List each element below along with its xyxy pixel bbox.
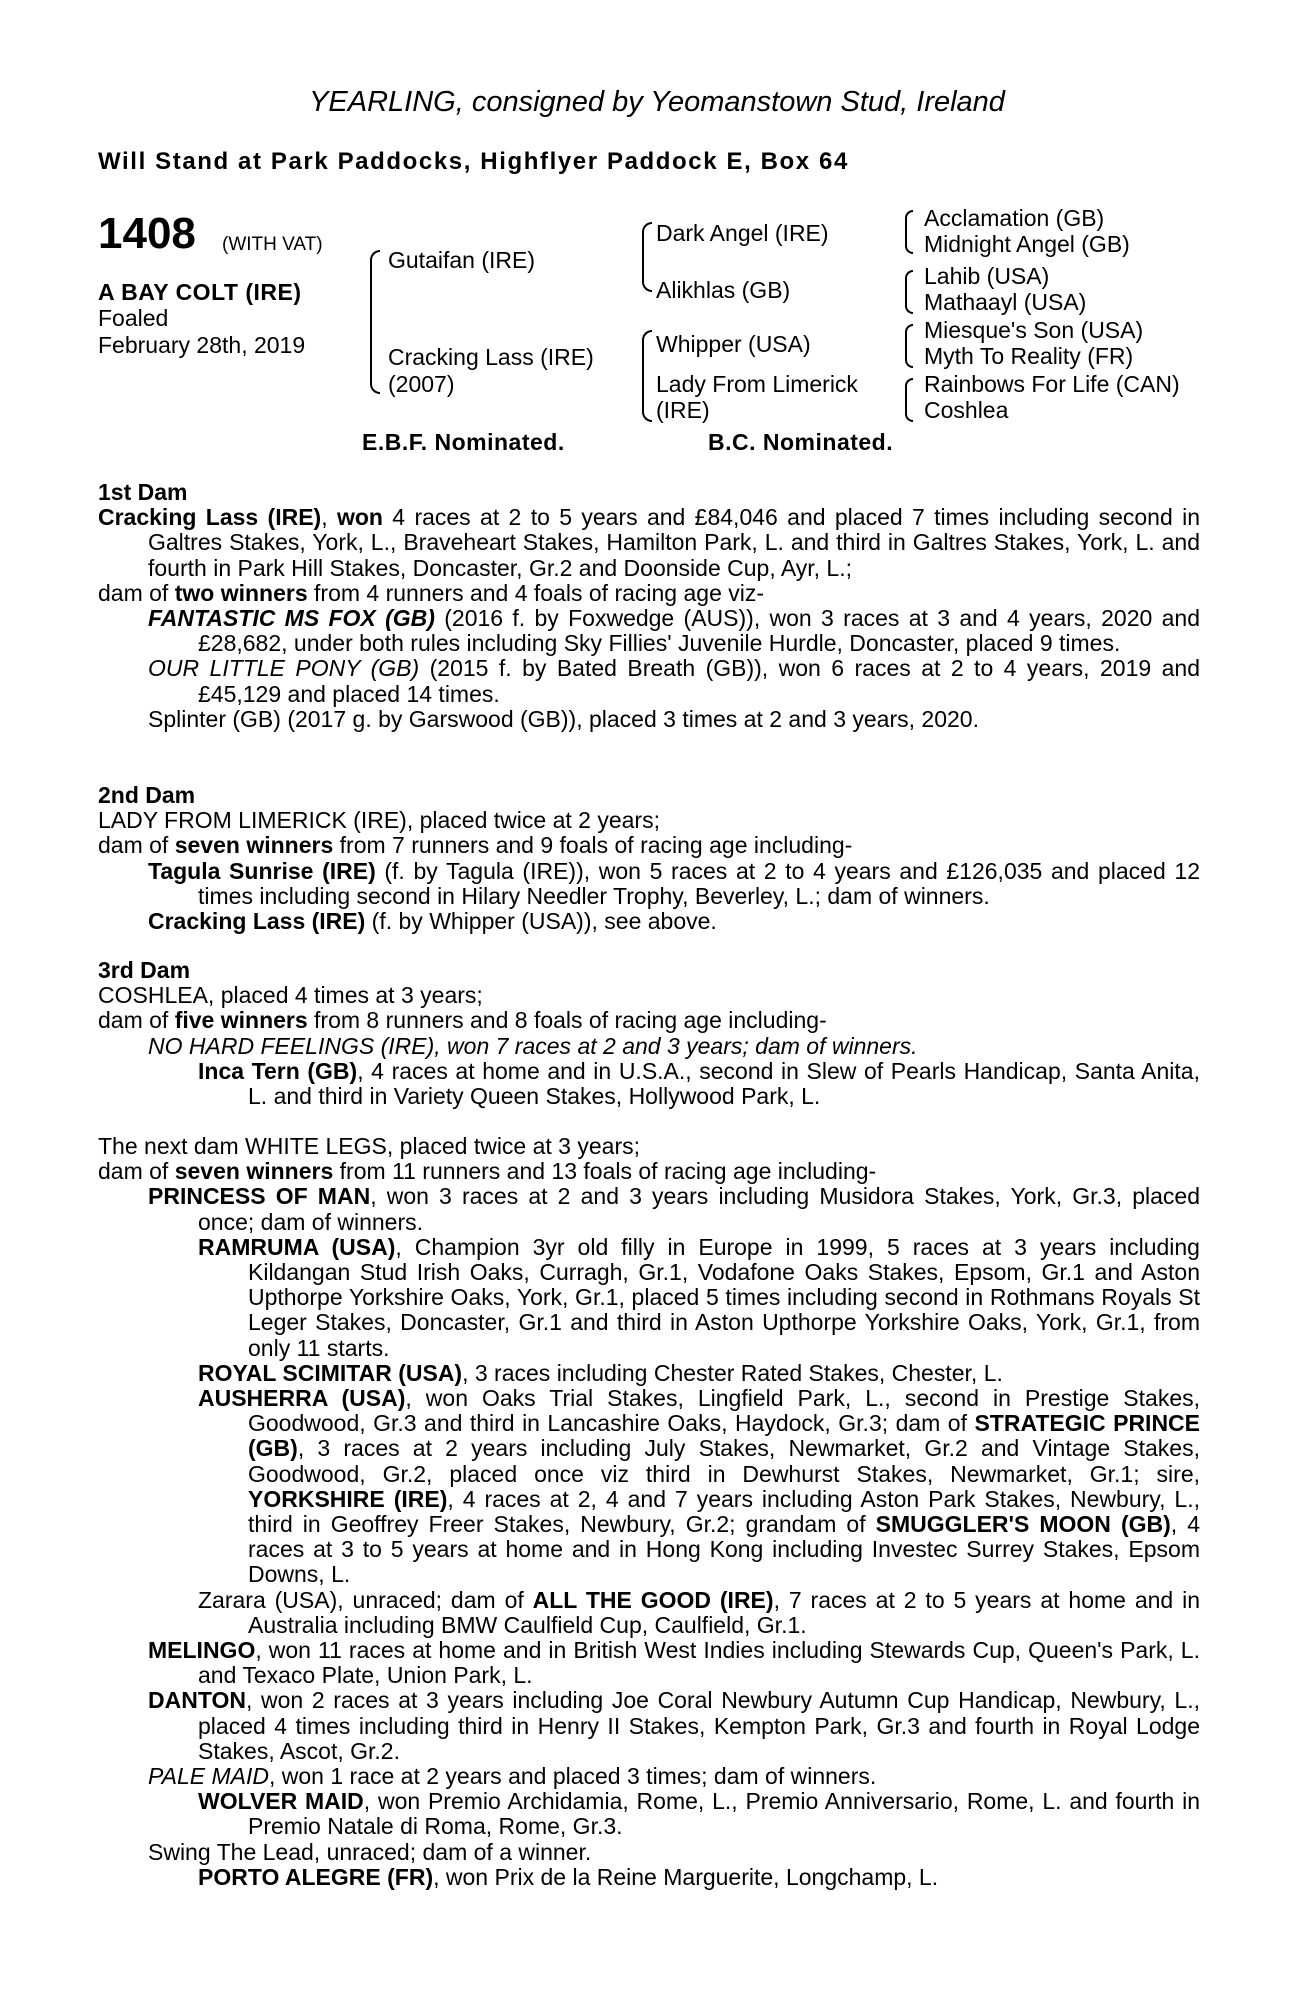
progeny-inca-tern: Inca Tern (GB) (198, 1057, 358, 1084)
next-dam-line: The next dam WHITE LEGS, placed twice at 3 years; (98, 1133, 640, 1159)
pedigree-dsd: Myth To Reality (FR) (924, 343, 1134, 369)
first-dam-section: 1st Dam Cracking Lass (IRE), won 4 races at 2 to 5 years and £84,046 and placed 7 times including second in Galtres Stakes, York, L., Braveheart Stakes, Hamilton Park, L. and third in Galtres Stakes, York, L. and fourth in Park Hill Stakes, Doncaster, Gr.2 and Doonside Cup, Ayr, L.; dam of two winners from 4 runners and 4 foals of racing age viz- FANTASTIC MS FOX (GB) (2016 f. by Foxwedge (AUS)), won 3 races at 3 and 4 years, 2020 and £28,682, under both rules including Sky Fillies' Juvenile Hurdle, Doncaster, placed 9 times. OUR LITTLE PONY (GB) (2015 f. by Bated Breath (GB)), won 6 races at 2 to 4 years, 2019 and £45,129 and placed 14 times. Splinter (GB) (2017 g. by Garswood (GB)), placed 3 times at 2 and 3 years, 2020. (98, 479, 1200, 732)
second-dam-winners: seven winners (174, 832, 334, 859)
progeny-princess-of-man: PRINCESS OF MAN (148, 1183, 371, 1210)
pedigree-sdd: Mathaayl (USA) (924, 289, 1087, 315)
progeny-our-little-pony-record: (2015 f. by Bated Breath (GB)), won 6 races at 2 to 4 years, 2019 and £45,129 and placed 14 times. (198, 655, 1200, 707)
pedigree-sds: Lahib (USA) (924, 263, 1050, 289)
progeny-ramruma: RAMRUMA (USA) (198, 1233, 396, 1260)
lot-number: 1408 (98, 209, 196, 258)
progeny-zarara-record: , 7 races at 2 to 5 years at home and in Australia including BMW Caulfield Cup, Caulfield, Gr.1. (248, 1586, 1200, 1638)
progeny-strategic-prince: STRATEGIC PRINCE (GB) (248, 1410, 1200, 1462)
progeny-ausherra-record-a: , won Oaks Trial Stakes, Lingfield Park, L., second in Prestige Stakes, Goodwood, Gr.3 and third in Lancashire Oaks, Haydock, Gr.3; dam of (248, 1385, 1200, 1437)
pedigree-dam: Cracking Lass (IRE) (388, 344, 594, 370)
third-dam-summary: from 8 runners and 8 foals of racing age including- (307, 1007, 827, 1034)
first-dam-won: won (336, 504, 383, 531)
pedigree-sss: Acclamation (GB) (924, 205, 1105, 231)
pedigree-dam-year: (2007) (388, 371, 455, 397)
first-dam-winners: two winners (174, 579, 308, 606)
first-dam-summary: from 4 runners and 4 foals of racing age viz- (307, 579, 765, 606)
progeny-ausherra-record-d: , 4 races at 3 to 5 years at home and in Hong Kong including Investec Surrey Stakes, Epsom Downs, L. (248, 1511, 1200, 1588)
vat-label: (WITH VAT) (222, 234, 323, 255)
ebf-nominated: E.B.F. Nominated. (362, 429, 565, 455)
progeny-no-hard-feelings-record: , won 7 races at 2 and 3 years; dam of winners. (434, 1032, 918, 1059)
progeny-all-the-good: ALL THE GOOD (IRE) (532, 1586, 774, 1613)
next-dam-dam-of: dam of (98, 1158, 175, 1185)
first-dam-name: Cracking Lass (IRE) (98, 504, 322, 531)
second-dam-heading: 2nd Dam (98, 782, 196, 808)
pedigree-brace-5 (905, 270, 913, 314)
next-dam-summary: from 11 runners and 13 foals of racing age including- (333, 1158, 877, 1185)
bc-nominated: B.C. Nominated. (708, 429, 894, 455)
first-dam-dam-of: dam of (98, 579, 175, 606)
progeny-danton: DANTON (148, 1687, 246, 1714)
pedigree-dds: Rainbows For Life (CAN) (924, 371, 1180, 397)
progeny-smugglers-moon: SMUGGLER'S MOON (GB) (875, 1511, 1171, 1538)
pedigree-brace-3 (642, 330, 652, 422)
progeny-ausherra-record-c: , 4 races at 2, 4 and 7 years including Aston Park Stakes, Newbury, L., third in Geoffrey Freer Stakes, Newbury, Gr.2; grandam of (248, 1485, 1200, 1538)
progeny-ausherra: AUSHERRA (USA) (198, 1385, 406, 1412)
next-dam-section (98, 1134, 1200, 1890)
third-dam-line: COSHLEA, placed 4 times at 3 years; (98, 982, 483, 1009)
pedigree-dd-country: (IRE) (656, 397, 710, 423)
pedigree-ssd: Midnight Angel (GB) (924, 231, 1130, 257)
second-dam-line: LADY FROM LIMERICK (IRE), placed twice at 2 years; (98, 807, 660, 834)
progeny-porto-alegre-record: , won Prix de la Reine Marguerite, Longchamp, L. (433, 1863, 939, 1890)
pedigree-sire: Gutaifan (IRE) (388, 247, 535, 273)
progeny-danton-record: , won 2 races at 3 years including Joe Coral Newbury Autumn Cup Handicap, Newbury, L., placed 4 times including third in Henry II Stakes, Kempton Park, Gr.3 and fourth in Royal Lodge Stakes, Ascot, Gr.2. (198, 1687, 1200, 1764)
progeny-ramruma-record: , Champion 3yr old filly in Europe in 1999, 5 races at 3 years including Kildangan Stud Irish Oaks, Curragh, Gr.1, Vodafone Oaks Stakes, Epsom, Gr.1 and Aston Upthorpe Yorkshire Oaks, York, Gr.1, placed 5 times including second in Rothmans Royals St Leger Stakes, Doncaster, Gr.1 and third in Aston Upthorpe Yorkshire Oaks, York, Gr.1, from only 11 starts. (248, 1233, 1200, 1361)
progeny-royal-scimitar: ROYAL SCIMITAR (USA) (198, 1359, 463, 1386)
progeny-splinter: Splinter (GB) (2017 g. by Garswood (GB)), placed 3 times at 2 and 3 years, 2020. (148, 705, 979, 732)
progeny-princess-of-man-record: , won 3 races at 2 and 3 years including Musidora Stakes, York, Gr.3, placed once; dam of winners. (198, 1183, 1201, 1235)
first-dam-record: 4 races at 2 to 5 years and £84,046 and placed 7 times including second in Galtres Stakes, York, L., Braveheart Stakes, Hamilton Park, L. and third in Galtres Stakes, York, L. and fourth in Park Hill Stakes, Doncaster, Gr.2 and Doonside Cup, Ayr, L.; (148, 504, 1200, 581)
pedigree-ss: Dark Angel (IRE) (656, 220, 829, 246)
progeny-pale-maid-record: , won 1 race at 2 years and placed 3 times; dam of winners. (269, 1763, 877, 1790)
second-dam-summary: from 7 runners and 9 foals of racing age including- (333, 832, 853, 859)
pedigree-dss: Miesque's Son (USA) (924, 317, 1144, 343)
progeny-fantastic-ms-fox: FANTASTIC MS FOX (GB) (148, 605, 435, 632)
progeny-wolver-maid-record: , won Premio Archidamia, Rome, L., Premio Anniversario, Rome, L. and fourth in Premio Natale di Roma, Rome, Gr.3. (248, 1788, 1200, 1840)
third-dam-section (98, 958, 1200, 1109)
progeny-pale-maid: PALE MAID (148, 1763, 269, 1790)
progeny-inca-tern-record: , 4 races at home and in U.S.A., second in Slew of Pearls Handicap, Santa Anita, L. and third in Variety Queen Stakes, Hollywood Park, L. (248, 1057, 1200, 1110)
progeny-cracking-lass-record: (f. by Whipper (USA)), see above. (365, 908, 717, 935)
progeny-porto-alegre: PORTO ALEGRE (FR) (198, 1863, 434, 1890)
pedigree-ds: Whipper (USA) (656, 331, 811, 357)
pedigree-dd: Lady From Limerick (656, 371, 858, 397)
pedigree-brace-2 (642, 222, 652, 292)
pedigree-brace-4 (905, 210, 913, 254)
pedigree-ddd: Coshlea (924, 397, 1009, 423)
progeny-our-little-pony: OUR LITTLE PONY (GB) (148, 655, 420, 682)
progeny-melingo: MELINGO (148, 1637, 256, 1664)
pedigree-brace-7 (905, 378, 913, 422)
first-dam-heading: 1st Dam (98, 479, 188, 505)
third-dam-winners: five winners (174, 1007, 308, 1034)
progeny-tagula-sunrise-record: (f. by Tagula (IRE)), won 5 races at 2 to 4 years and £126,035 and placed 12 times including second in Hilary Needler Trophy, Beverley, L.; dam of winners. (198, 857, 1200, 909)
lot-description: A BAY COLT (IRE) (98, 279, 302, 305)
third-dam-dam-of: dam of (98, 1007, 175, 1034)
next-dam-winners: seven winners (174, 1158, 334, 1185)
third-dam-heading: 3rd Dam (98, 957, 191, 983)
progeny-yorkshire: YORKSHIRE (IRE) (248, 1485, 448, 1512)
progeny-royal-scimitar-record: , 3 races including Chester Rated Stakes, Chester, L. (462, 1359, 1003, 1386)
second-dam-section (98, 783, 1200, 934)
location-line: Will Stand at Park Paddocks, Highflyer Paddock E, Box 64 (98, 148, 849, 175)
second-dam-dam-of: dam of (98, 832, 175, 859)
progeny-ausherra-record-b: , 3 races at 2 years including July Stakes, Newmarket, Gr.2 and Vintage Stakes, Goodwood, Gr.2, placed once viz third in Dewhurst Stakes, Newmarket, Gr.1; sire, (248, 1435, 1200, 1487)
foaled-date: February 28th, 2019 (98, 332, 306, 358)
consignment-line: YEARLING, consigned by Yeomanstown Stud, Ireland (309, 86, 1005, 118)
progeny-no-hard-feelings: NO HARD FEELINGS (IRE) (148, 1032, 435, 1059)
progeny-tagula-sunrise: Tagula Sunrise (IRE) (148, 857, 376, 884)
progeny-swing-the-lead: Swing The Lead, unraced; dam of a winner. (148, 1838, 592, 1865)
pedigree-brace-1 (370, 250, 380, 394)
progeny-melingo-record: , won 11 races at home and in British West Indies including Stewards Cup, Queen's Park, L. and Texaco Plate, Union Park, L. (198, 1637, 1200, 1689)
progeny-wolver-maid: WOLVER MAID (198, 1788, 364, 1815)
progeny-fantastic-ms-fox-record: (2016 f. by Foxwedge (AUS)), won 3 races at 3 and 4 years, 2020 and £28,682, under both rules including Sky Fillies' Juvenile Hurdle, Doncaster, placed 9 times. (198, 605, 1200, 657)
pedigree-sd: Alikhlas (GB) (656, 277, 791, 303)
progeny-cracking-lass: Cracking Lass (IRE) (148, 908, 366, 935)
progeny-zarara: Zarara (USA), unraced; dam of (198, 1586, 533, 1613)
foaled-label: Foaled (98, 305, 169, 331)
pedigree-brace-6 (905, 324, 913, 368)
